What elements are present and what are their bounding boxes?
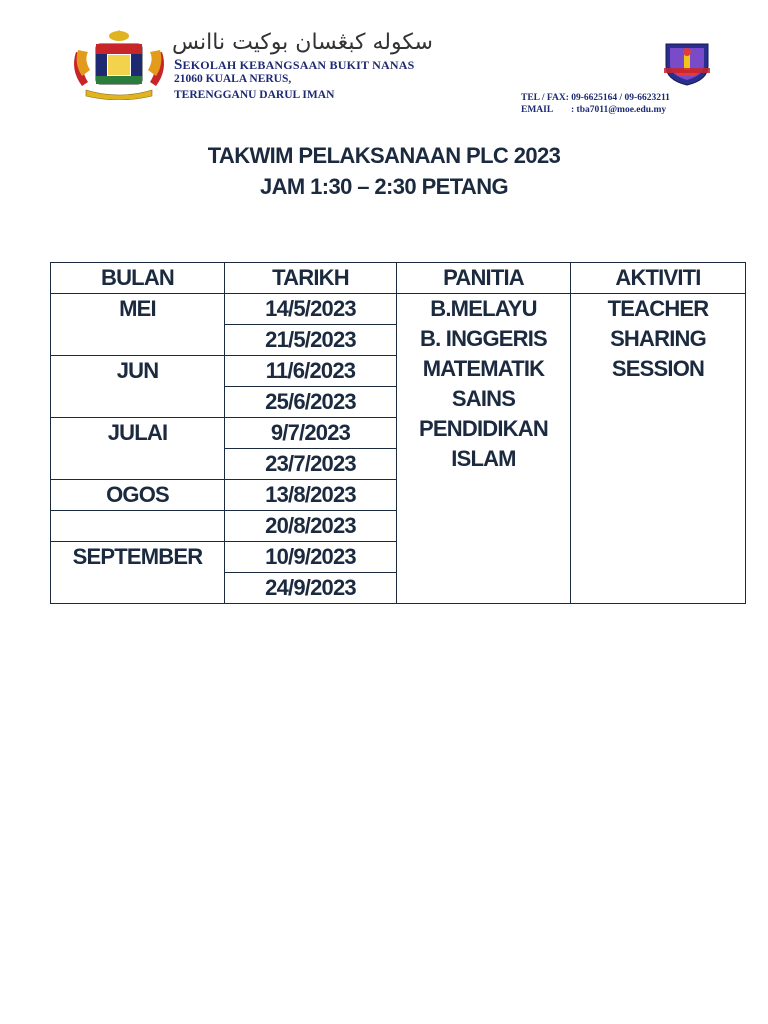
jawi-school-name: سكوله كبڠسان بوكيت ناانس bbox=[172, 30, 433, 55]
date-cell: 21/5/2023 bbox=[225, 325, 397, 356]
email: EMAIL : tba7011@moe.edu.my bbox=[521, 105, 667, 115]
document-title: TAKWIM PELAKSANAAN PLC 2023 bbox=[207, 143, 561, 168]
tel-fax: TEL / FAX: 09-6625164 / 09-6623211 bbox=[521, 93, 670, 103]
panitia-item: MATEMATIK bbox=[422, 356, 545, 381]
aktiviti-item: SESSION bbox=[611, 356, 705, 381]
aktiviti-item: TEACHER bbox=[607, 296, 709, 321]
month-cell: MEI bbox=[51, 294, 225, 356]
header-tarikh: TARIKH bbox=[225, 263, 397, 294]
date-cell: 10/9/2023 bbox=[225, 542, 397, 573]
header-bulan: BULAN bbox=[51, 263, 225, 294]
school-badge-logo bbox=[660, 40, 714, 86]
letterhead bbox=[0, 0, 768, 130]
table-header-row bbox=[51, 263, 746, 294]
document-subtitle: JAM 1:30 – 2:30 PETANG bbox=[259, 174, 509, 199]
date-cell: 9/7/2023 bbox=[225, 418, 397, 449]
date-cell: 24/9/2023 bbox=[225, 573, 397, 604]
panitia-item: B. INGGERIS bbox=[420, 326, 547, 351]
panitia-item: B.MELAYU bbox=[430, 296, 537, 321]
date-cell: 14/5/2023 bbox=[225, 294, 397, 325]
month-cell: OGOS bbox=[51, 480, 225, 511]
malaysia-coat-of-arms-logo bbox=[68, 30, 170, 100]
date-cell: 11/6/2023 bbox=[225, 356, 397, 387]
panitia-item: PENDIDIKAN bbox=[419, 416, 548, 441]
date-cell: 23/7/2023 bbox=[225, 449, 397, 480]
month-cell bbox=[51, 511, 225, 542]
panitia-item: ISLAM bbox=[451, 446, 516, 471]
month-cell: SEPTEMBER bbox=[51, 542, 225, 604]
address-line-1: 21060 KUALA NERUS, bbox=[174, 73, 292, 85]
header-panitia: PANITIA bbox=[397, 263, 571, 294]
plc-schedule-table bbox=[50, 262, 746, 604]
school-name: SEKOLAH KEBANGSAAN BUKIT NANAS bbox=[174, 57, 415, 73]
aktiviti-item: SHARING bbox=[610, 326, 706, 351]
date-cell: 20/8/2023 bbox=[225, 511, 397, 542]
date-cell: 13/8/2023 bbox=[225, 480, 397, 511]
month-cell: JULAI bbox=[51, 418, 225, 480]
header-aktiviti: AKTIVITI bbox=[571, 263, 746, 294]
table-row bbox=[51, 294, 746, 325]
address-line-2: TERENGGANU DARUL IMAN bbox=[174, 89, 335, 101]
panitia-item: SAINS bbox=[451, 386, 516, 411]
panitia-cell bbox=[397, 294, 571, 604]
month-cell: JUN bbox=[51, 356, 225, 418]
aktiviti-cell bbox=[571, 294, 746, 604]
date-cell: 25/6/2023 bbox=[225, 387, 397, 418]
